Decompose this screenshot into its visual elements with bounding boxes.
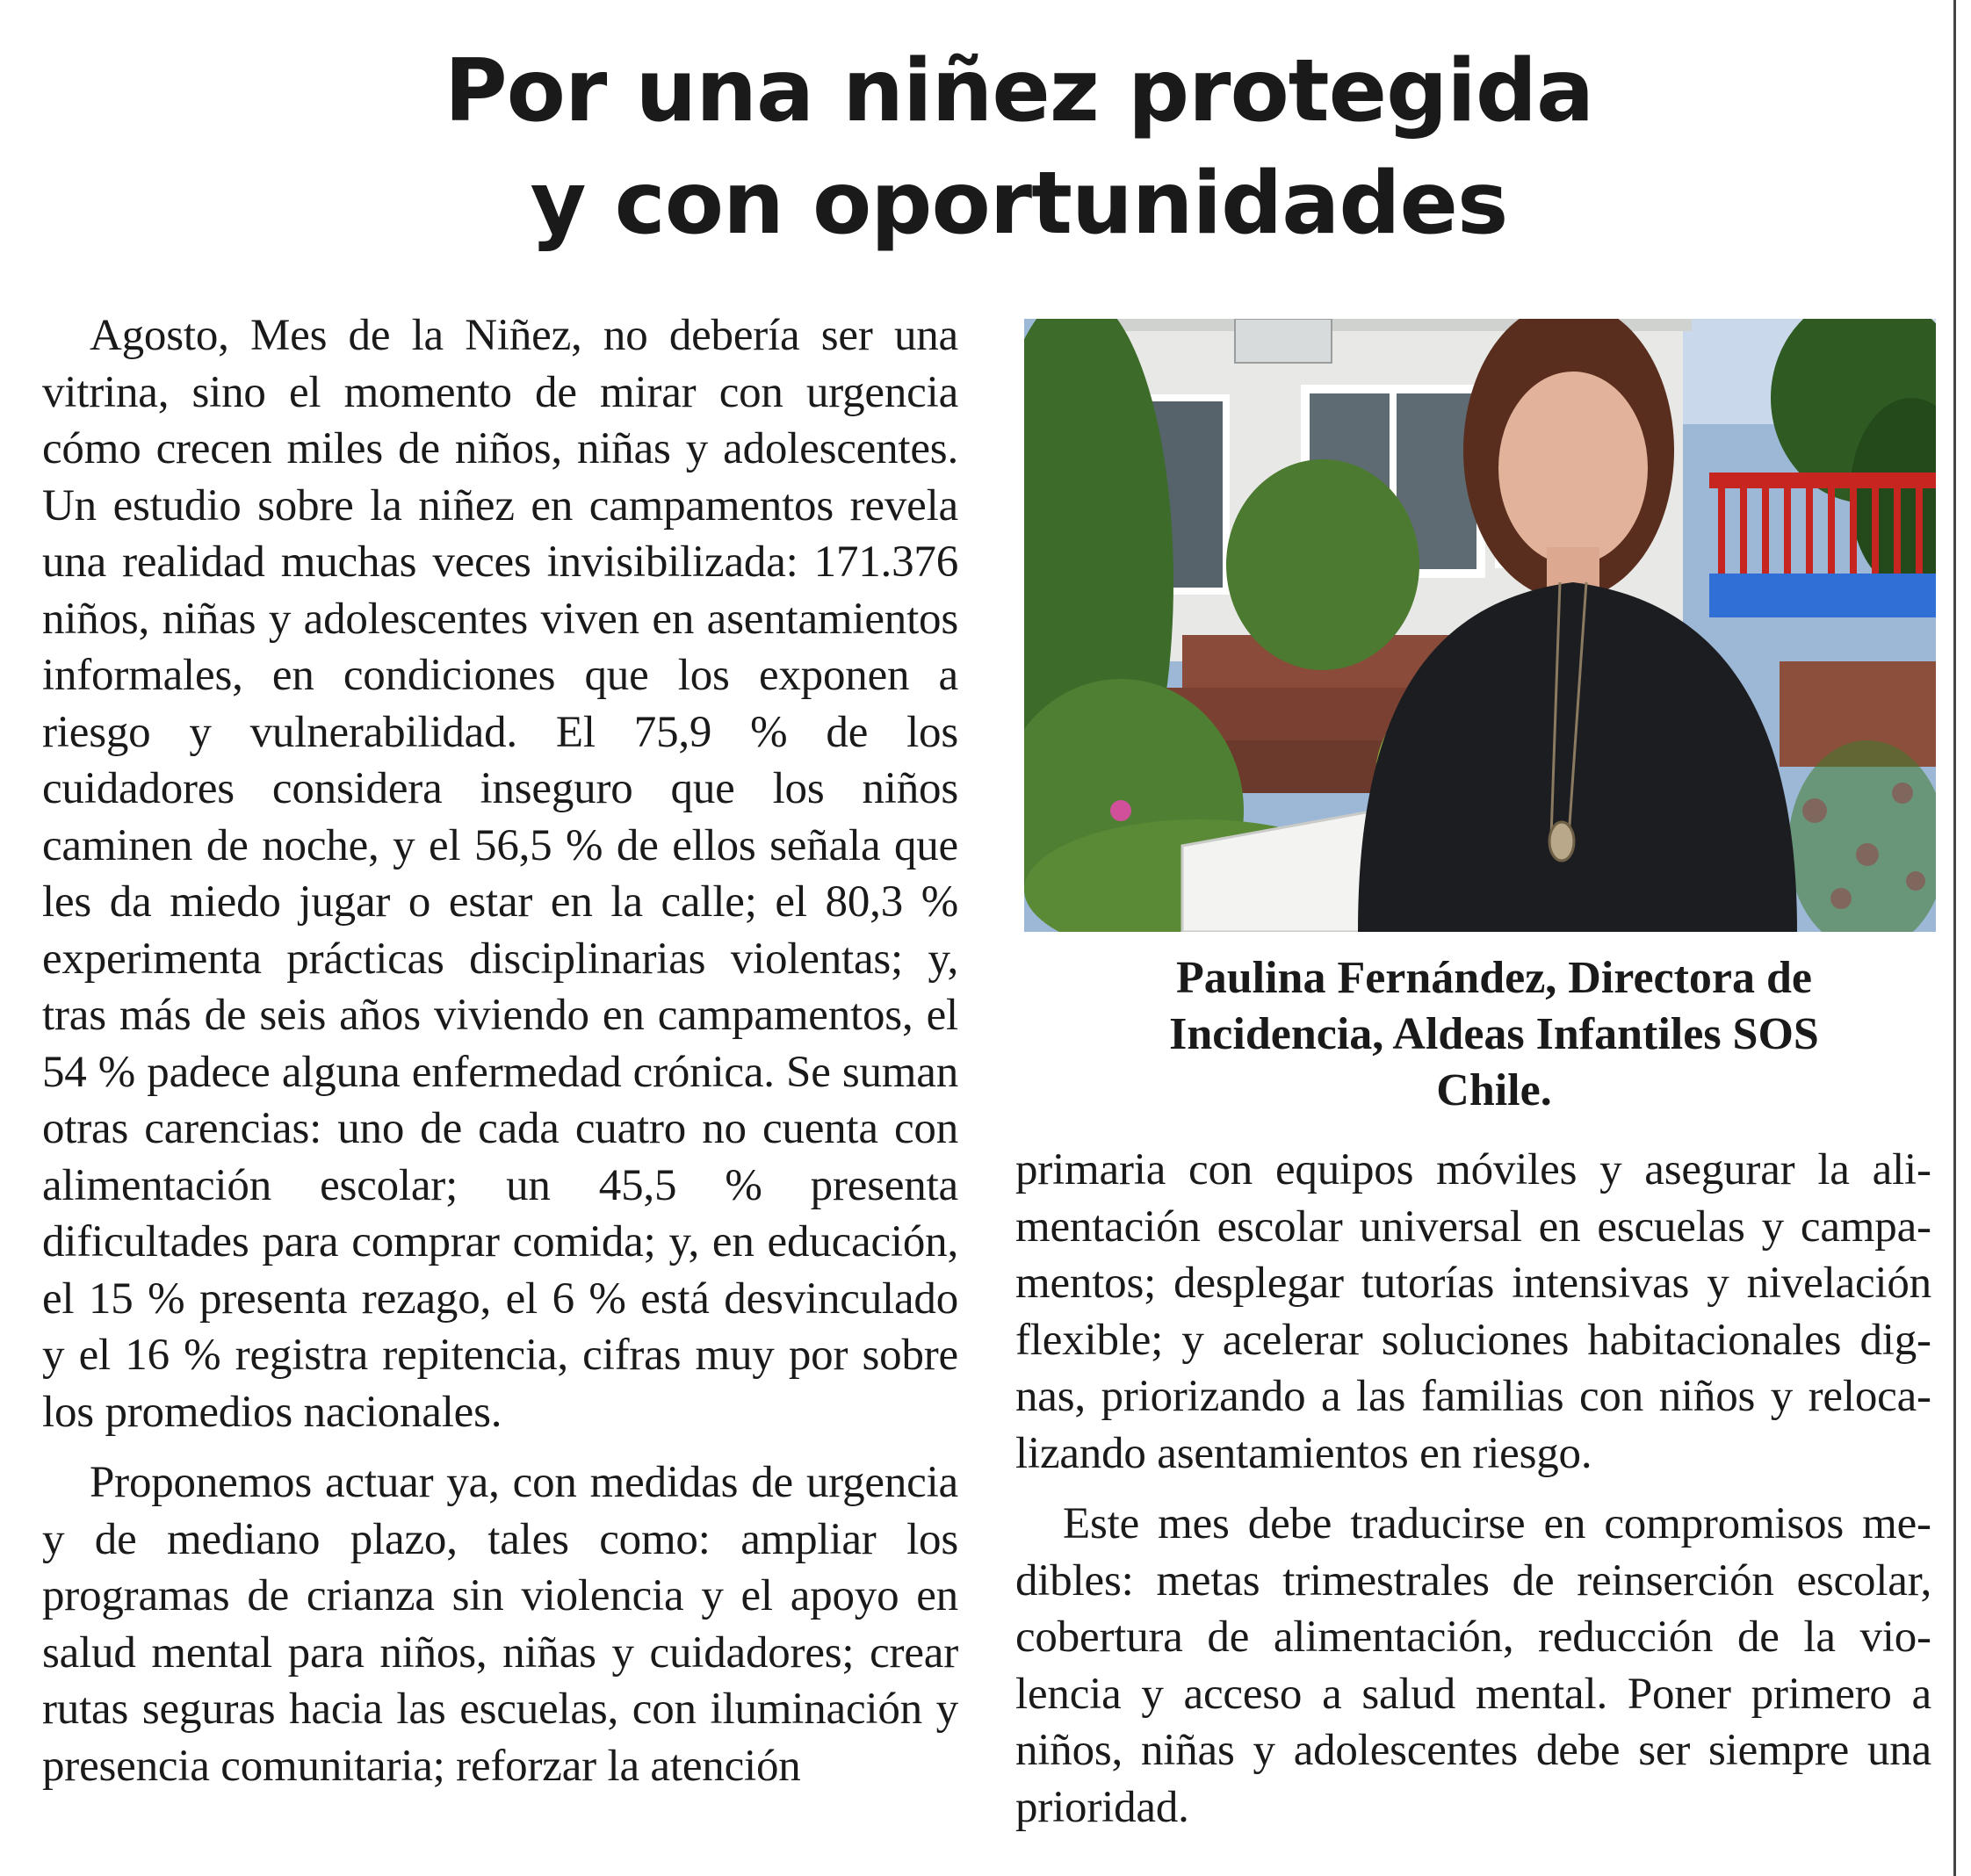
right-column <box>1015 1142 1931 1850</box>
paragraph-4: Este mes debe traducirse en compromisos medibles: metas trimestrales de reinserción escolar, cobertura de alimentación, reducción de la violencia y acceso a salud mental. Poner primero a niños, niñas y adolescentes debe ser siempre una prioridad. <box>1015 1499 1931 1832</box>
article-headline <box>105 35 1932 260</box>
caption-line-3: Chile. <box>1436 1065 1552 1115</box>
paragraph-3: primaria con equipos móviles y asegurar la alimentación escolar universal en escuelas y campamentos; desplegar tutorías intensivas y nivelación flexible; y acelerar soluciones habitacionales dignas, priorizando a las familias con niños y relocalizando asentamientos en riesgo. <box>1015 1145 1931 1478</box>
caption-line-1: Paulina Fernández, Directora de <box>1175 953 1813 1003</box>
caption-line-2: Incidencia, Aldeas Infantiles SOS <box>1169 1009 1819 1059</box>
photo-caption <box>1086 950 1902 1119</box>
portrait-photo <box>1024 319 1936 932</box>
paragraph-2: Proponemos actuar ya, con medidas de urgencia y de mediano plazo, tales como: ampliar los programas de crianza sin violencia y el apoyo en salud mental para niños, niñas y cuidadores; crear rutas seguras hacia las escuelas, con iluminación y presencia comunitaria; reforzar la atención <box>42 1458 958 1791</box>
headline-line-2: y con oportunidades <box>530 154 1508 254</box>
paragraph-1: Agosto, Mes de la Niñez, no debería ser una vitrina, sino el momento de mirar con urgencia cómo crecen miles de niños, niñas y adolescentes. Un estudio sobre la niñez en campamentos revela una realidad muchas veces invisibilizada: 171.376 niños, niñas y adolescentes viven en asentamientos informales, en condiciones que los exponen a riesgo y vulnerabilidad. El 75,9 % de los cuidadores considera inseguro que los niños caminen de noche, y el 56,5 % de ellos señala que les da miedo jugar o estar en la calle; el 80,3 % experimenta prácticas disciplinarias violentas; y, tras más de seis años viviendo en campamentos, el 54 % padece alguna enfermedad crónica. Se suman otras carencias: uno de cada cuatro no cuenta con alimentación escolar; un 45,5 % presenta dificultades para comprar comida; y, en educación, el 15 % presenta rezago, el 6 % está desvinculado y el 16 % registra repitencia, cifras muy por sobre los promedios nacionales. <box>42 311 958 1437</box>
left-column <box>42 307 958 1808</box>
headline-line-1: Por una niñez protegida <box>444 41 1594 141</box>
column-rule <box>1953 0 1956 1876</box>
